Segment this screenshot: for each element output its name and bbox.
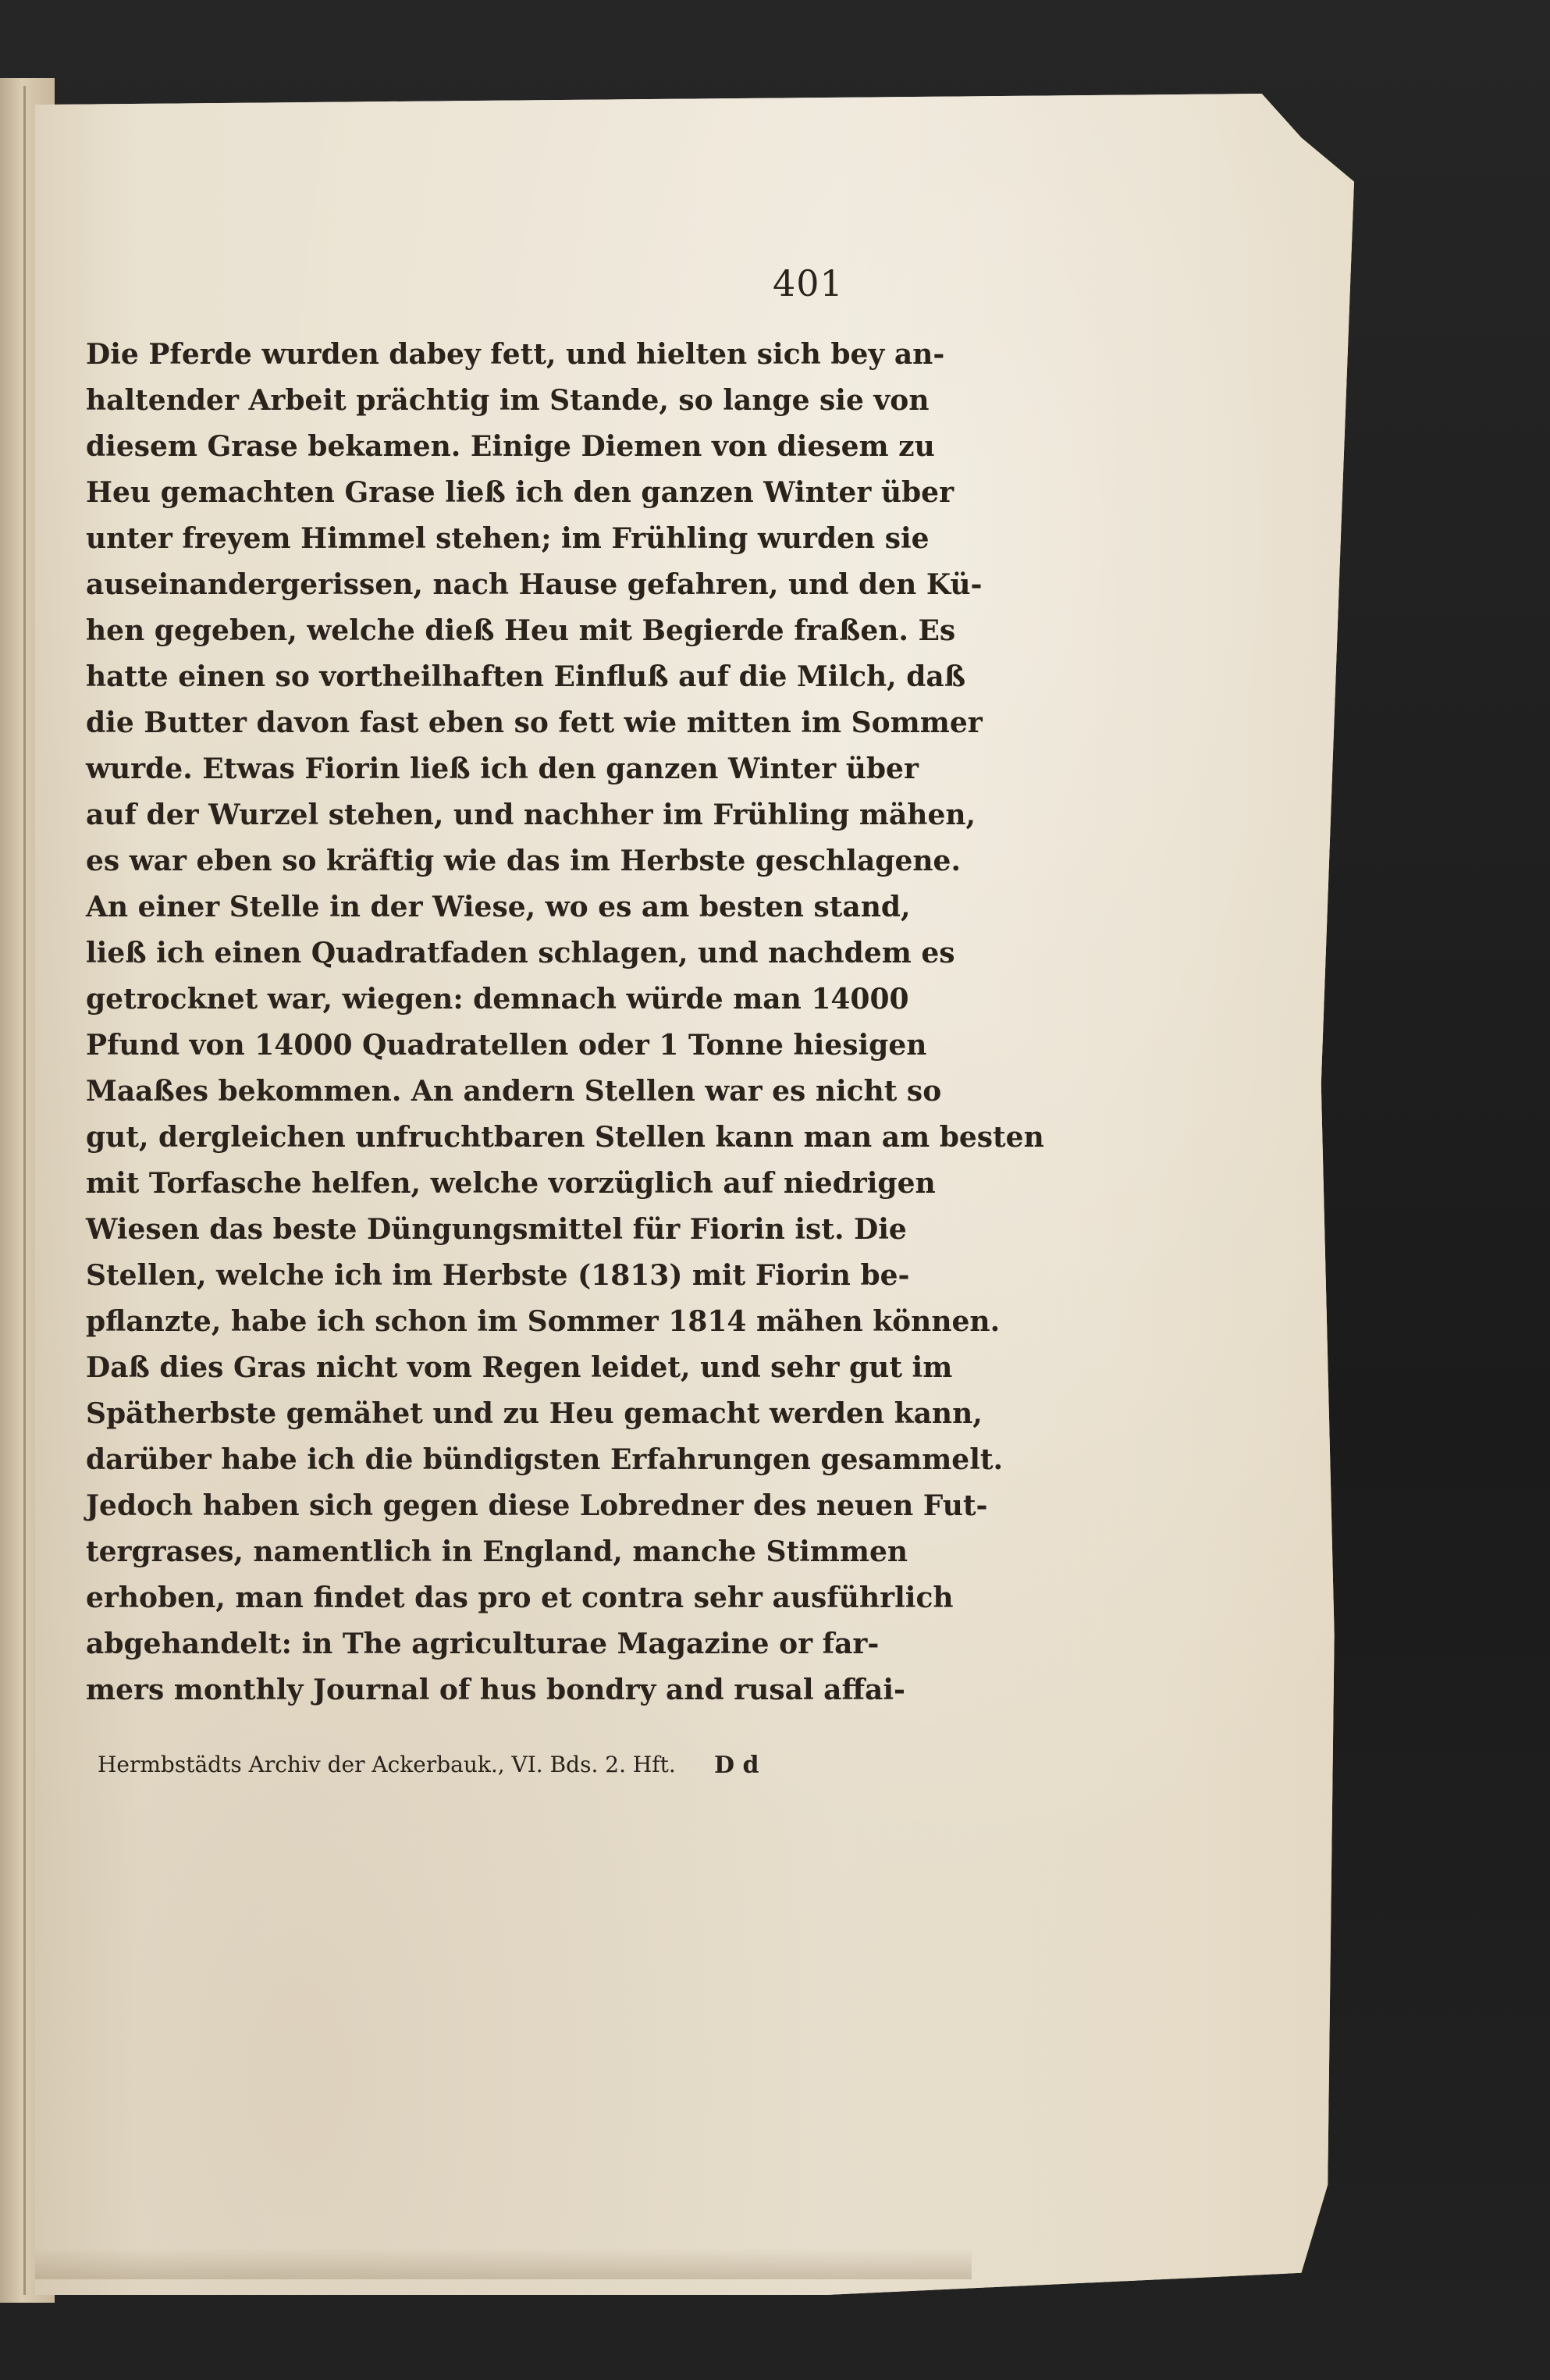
text-line: erhoben, man findet das pro et contra sehr ausführlich <box>86 1581 954 1614</box>
text-line: Heu gemachten Grase ließ ich den ganzen Winter über <box>86 476 955 509</box>
text-line: abgehandelt: in The agriculturae Magazine or far- <box>86 1628 880 1660</box>
body-text <box>86 332 1044 1713</box>
text-line: haltender Arbeit prächtig im Stande, so lange sie von <box>86 384 930 417</box>
text-line: Maaßes bekommen. An andern Stellen war es nicht so <box>86 1075 942 1108</box>
text-line: Pfund von 14000 Quadratellen oder 1 Tonne hiesigen <box>86 1029 927 1062</box>
text-line: hen gegeben, welche dieß Heu mit Begierde fraßen. Es <box>86 614 956 647</box>
text-line: Daß dies Gras nicht vom Regen leidet, und sehr gut im <box>86 1351 953 1384</box>
text-line: hatte einen so vortheilhaften Einfluß auf die Milch, daß <box>86 660 966 693</box>
text-line: darüber habe ich die bündigsten Erfahrungen gesammelt. <box>86 1443 1004 1476</box>
text-line: auseinandergerissen, nach Hause gefahren, und den Kü- <box>86 568 983 601</box>
text-line: auf der Wurzel stehen, und nachher im Frühling mähen, <box>86 799 976 831</box>
text-line: diesem Grase bekamen. Einige Diemen von diesem zu <box>86 430 935 463</box>
spine-crease <box>23 86 26 2295</box>
text-line: gut, dergleichen unfruchtbaren Stellen kann man am besten <box>86 1121 1044 1154</box>
running-footer: Hermbstädts Archiv der Ackerbauk., VI. Bds. 2. Hft. <box>98 1752 676 1777</box>
text-line: tergrases, namentlich in England, manche Stimmen <box>86 1535 908 1568</box>
page-edge-stain <box>35 2248 972 2279</box>
text-line: wurde. Etwas Fiorin ließ ich den ganzen Winter über <box>86 752 919 785</box>
text-line: es war eben so kräftig wie das im Herbste geschlagene. <box>86 845 961 877</box>
text-line: unter freyem Himmel stehen; im Frühling wurden sie <box>86 522 930 555</box>
signature-mark: D d <box>714 1752 759 1779</box>
text-line: ließ ich einen Quadratfaden schlagen, und nachdem es <box>86 937 955 969</box>
text-line: Die Pferde wurden dabey fett, und hielten sich bey an- <box>86 338 945 371</box>
text-line: die Butter davon fast eben so fett wie mitten im Sommer <box>86 706 983 739</box>
page-number: 401 <box>773 262 844 304</box>
text-line: Wiesen das beste Düngungsmittel für Fiorin ist. Die <box>86 1213 907 1246</box>
text-line: An einer Stelle in der Wiese, wo es am besten stand, <box>86 891 911 923</box>
text-line: Jedoch haben sich gegen diese Lobredner des neuen Fut- <box>86 1489 988 1522</box>
text-line: Spätherbste gemähet und zu Heu gemacht werden kann, <box>86 1397 983 1430</box>
text-line: Stellen, welche ich im Herbste (1813) mit Fiorin be- <box>86 1259 910 1292</box>
text-line: getrocknet war, wiegen: demnach würde man 14000 <box>86 983 909 1016</box>
text-line: mit Torfasche helfen, welche vorzüglich auf niedrigen <box>86 1167 936 1200</box>
text-line: mers monthly Journal of hus bondry and rusal affai- <box>86 1674 905 1706</box>
text-line: pflanzte, habe ich schon im Sommer 1814 mähen können. <box>86 1305 1001 1338</box>
